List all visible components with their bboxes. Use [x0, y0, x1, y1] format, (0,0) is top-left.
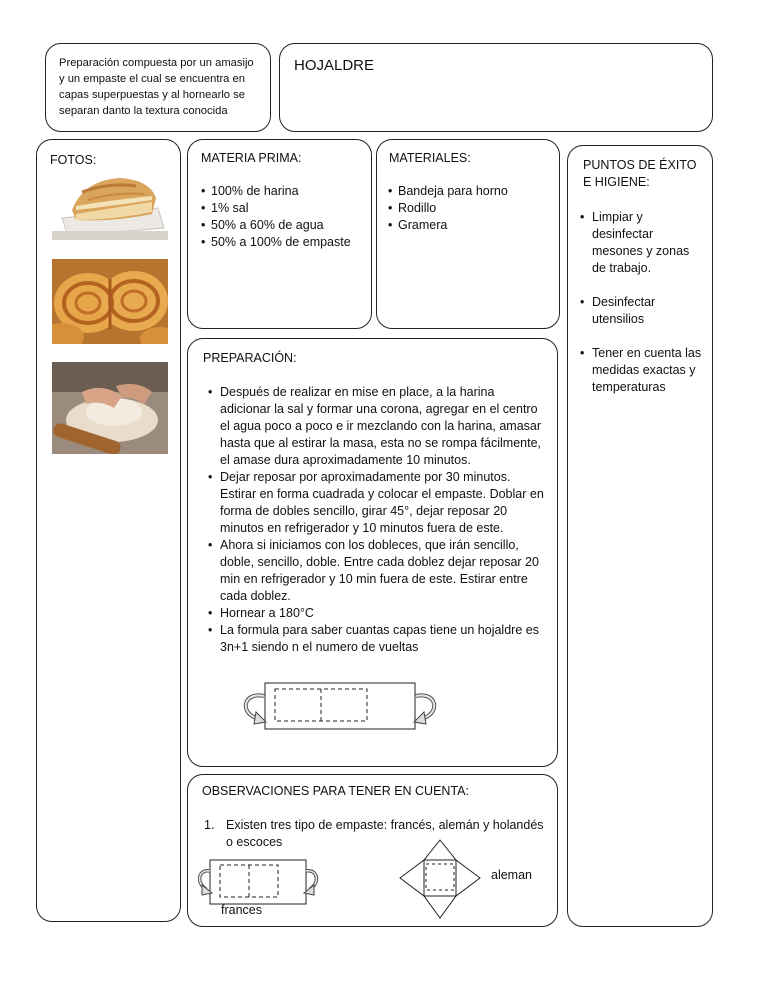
- preparacion-heading: PREPARACIÓN:: [203, 351, 297, 365]
- list-item: • Hornear a 180°C: [208, 605, 548, 622]
- materia-prima-heading: MATERIA PRIMA:: [201, 151, 302, 165]
- description-text: Preparación compuesta por un amasijo y un empaste el cual se encuentra en capas superpuestas y al hornearlo se separan danto la textura conocida: [59, 57, 254, 117]
- list-item: • Ahora si iniciamos con los dobleces, que irán sencillo, doble, sencillo, doble. Entre cada doblez dejar reposar 20 min en refrigerador y 10 min fuera de este. Estirar entre cada doblez.: [208, 537, 548, 605]
- dough-rolling-photo: [52, 362, 168, 454]
- list-item: • Limpiar y desinfectar mesones y zonas de trabajo.: [580, 209, 706, 277]
- list-item: • Rodillo: [388, 200, 556, 217]
- aleman-diagram: [398, 838, 486, 920]
- page-title: HOJALDRE: [294, 57, 375, 74]
- puntos-heading-line1: PUNTOS DE ÉXITO: [583, 158, 697, 172]
- list-item: • Tener en cuenta las medidas exactas y temperaturas: [580, 345, 706, 396]
- preparacion-steps: [208, 384, 548, 656]
- label-aleman: aleman: [491, 868, 532, 882]
- list-item: • 50% a 100% de empaste: [201, 234, 369, 251]
- materiales-panel: [376, 139, 560, 329]
- label-frances: frances: [221, 903, 262, 917]
- materia-prima-list: [201, 183, 369, 251]
- frances-diagram: [198, 857, 324, 907]
- list-item: • Bandeja para horno: [388, 183, 556, 200]
- list-item: • Desinfectar utensilios: [580, 294, 706, 328]
- list-item: • 50% a 60% de agua: [201, 217, 369, 234]
- puntos-heading-line2: E HIGIENE:: [583, 175, 650, 189]
- palmier-photo: [52, 259, 168, 344]
- palmier-image: [52, 259, 168, 344]
- list-item: • La formula para saber cuantas capas tiene un hojaldre es 3n+1 siendo n el numero de vueltas: [208, 622, 548, 656]
- fotos-heading: FOTOS:: [50, 153, 97, 167]
- list-item: • 100% de harina: [201, 183, 369, 200]
- fotos-panel: [36, 139, 181, 922]
- puntos-list: [580, 209, 706, 396]
- fold-diagram: [238, 678, 448, 734]
- list-item: • Después de realizar en mise en place, a la harina adicionar la sal y formar una corona, agregar en el centro el agua poco a poco e ir mezclando con la harina, amasar hasta que al estirar la masa, esta no se rompa fácilmente, el amase dura aproximadamente 10 minutos.: [208, 384, 548, 469]
- materiales-list: [388, 183, 556, 234]
- observaciones-item-number: 1.: [204, 818, 215, 832]
- list-item: • 1% sal: [201, 200, 369, 217]
- observaciones-item-text: Existen tres tipo de empaste: francés, alemán y holandés o escoces: [226, 818, 544, 849]
- dough-rolling-image: [52, 362, 168, 454]
- puff-pastry-photo: [52, 170, 168, 240]
- materiales-heading: MATERIALES:: [389, 151, 471, 165]
- list-item: • Dejar reposar por aproximadamente por 30 minutos. Estirar en forma cuadrada y colocar el empaste. Doblar en forma de dobles sencillo, girar 45°, dejar reposar 20 minutos en refrigerador y 10 minutos fuera de este.: [208, 469, 548, 537]
- list-item: • Gramera: [388, 217, 556, 234]
- puff-pastry-image: [52, 170, 168, 240]
- observaciones-heading: OBSERVACIONES PARA TENER EN CUENTA:: [202, 784, 469, 798]
